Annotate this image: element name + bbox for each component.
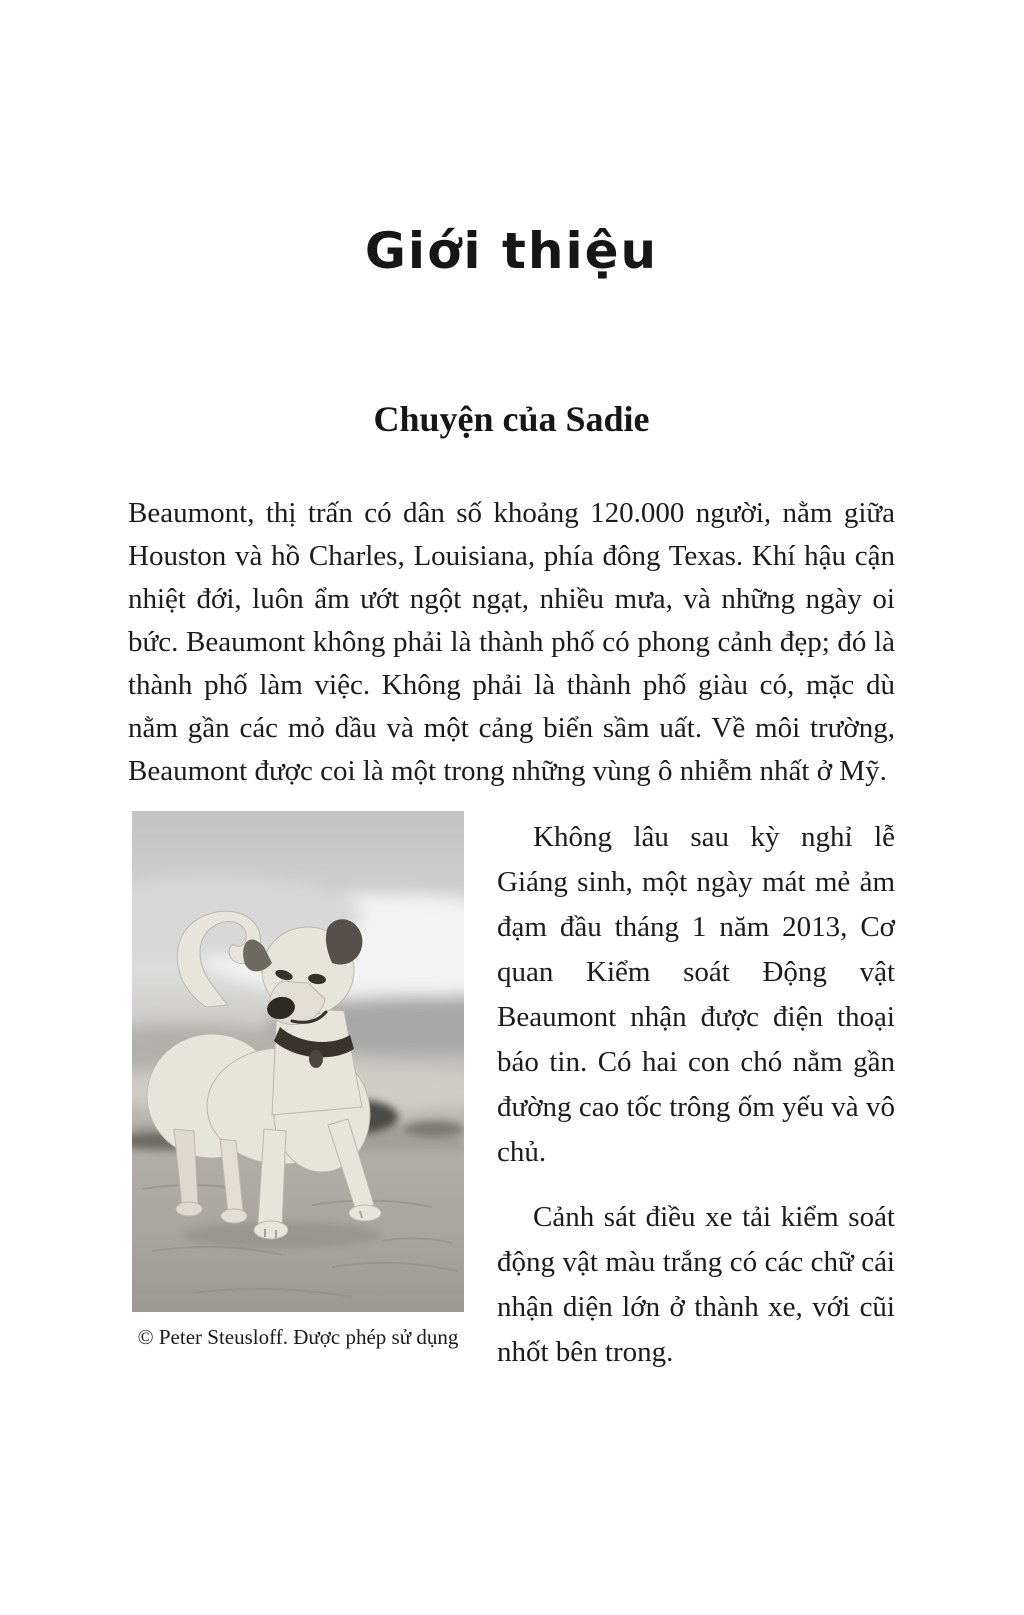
chapter-title: Giới thiệu	[364, 222, 659, 280]
paragraph-truck: Cảnh sát điều xe tải kiểm soát động vật màu trắng có các chữ cái nhận diện lớn ở thành xe, với cũi nhốt bên trong.	[497, 1201, 895, 1368]
section-title: Chuyện của Sadie	[373, 399, 650, 439]
dog-photo-figure	[132, 811, 464, 1350]
photo-credit: © Peter Steusloff. Được phép sử dụng	[137, 1325, 459, 1349]
body-text	[128, 492, 895, 1375]
dog-on-beach-photo	[132, 811, 464, 1312]
paragraph-call: Không lâu sau kỳ nghỉ lễ Giáng sinh, một ngày mát mẻ ảm đạm đầu tháng 1 năm 2013, Cơ quan Kiểm soát Động vật Beaumont nhận được điện thoại báo tin. Có hai con chó nằm gần đường cao tốc trông ốm yếu và vô chủ.	[497, 821, 895, 1168]
paragraph-intro: Beaumont, thị trấn có dân số khoảng 120.000 người, nằm giữa Houston và hồ Charles, Louisiana, phía đông Texas. Khí hậu cận nhiệt đới, luôn ẩm ướt ngột ngạt, nhiều mưa, và những ngày oi bức. Beaumont không phải là thành phố có phong cảnh đẹp; đó là thành phố làm việc. Không phải là thành phố giàu có, mặc dù nằm gần các mỏ dầu và một cảng biển sầm uất. Về môi trường, Beaumont được coi là một trong những vùng ô nhiễm nhất ở Mỹ.	[128, 497, 895, 787]
